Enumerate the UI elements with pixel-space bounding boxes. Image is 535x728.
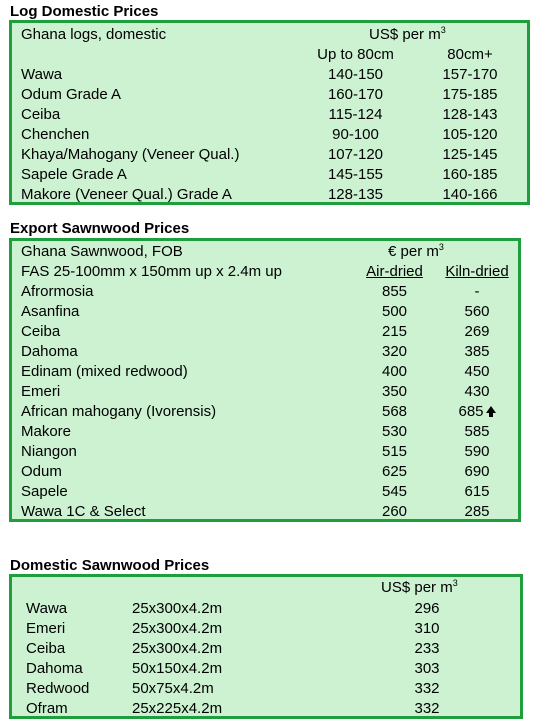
- export-row-price-air-dried: 350: [381, 383, 408, 400]
- log-row-price-up-to-80cm: 145-155: [327, 166, 384, 183]
- export-row-price-kiln-dried: 560: [464, 303, 490, 320]
- log-row-species: Odum Grade A: [21, 86, 122, 103]
- export-row-price-kiln-dried: 269: [464, 323, 490, 340]
- domestic-row-species: Ofram: [26, 700, 68, 717]
- export-row-price-kiln-dried: [437, 402, 517, 422]
- domestic-row-size: 25x300x4.2m: [132, 600, 223, 617]
- log-row-species: Khaya/Mahogany (Veneer Qual.): [21, 146, 240, 163]
- domestic-row-species: Ceiba: [26, 640, 66, 657]
- export-row-price-kiln-dried: 285: [464, 503, 490, 520]
- log-row-price-up-to-80cm: 90-100: [332, 126, 379, 143]
- export-row-species: Edinam (mixed redwood): [21, 363, 188, 380]
- domestic-row-price: 303: [414, 660, 440, 677]
- export-unit: € per $m^3$: [388, 242, 444, 260]
- export-row-price-air-dried: 515: [381, 443, 408, 460]
- log-row-price-80cm-plus: 175-185: [442, 86, 498, 103]
- export-col-air-dried: Air-dried: [366, 263, 423, 280]
- export-row-species: Afrormosia: [21, 283, 94, 300]
- export-spec: FAS 25-100mm x 150mm up x 2.4m up: [21, 263, 282, 280]
- export-row-price-air-dried: 855: [381, 283, 408, 300]
- domestic-row-price: 233: [414, 640, 440, 657]
- log-unit: US$ per $m^3$: [369, 25, 446, 43]
- export-row-price-kiln-dried: 450: [464, 363, 490, 380]
- domestic-row-price: 310: [414, 620, 440, 637]
- up-arrow-icon: [486, 406, 496, 413]
- log-row-species: Chenchen: [21, 126, 90, 143]
- export-row-price-air-dried: 545: [381, 483, 408, 500]
- export-prices-table: [9, 238, 521, 522]
- domestic-row-species: Redwood: [26, 680, 90, 697]
- export-subtitle: Ghana Sawnwood, FOB: [21, 243, 183, 260]
- export-row-price-kiln-dried-value: 685: [458, 403, 484, 420]
- export-row-price-kiln-dried: 585: [464, 423, 490, 440]
- export-row-species: Odum: [21, 463, 62, 480]
- export-row-species: Niangon: [21, 443, 77, 460]
- export-row-species: Ceiba: [21, 323, 61, 340]
- domestic-row-size: 25x225x4.2m: [132, 700, 223, 717]
- log-row-price-up-to-80cm: 128-135: [327, 186, 384, 203]
- domestic-prices-table: [9, 574, 523, 719]
- export-row-price-air-dried: 400: [381, 363, 408, 380]
- export-row-price-air-dried: 530: [381, 423, 408, 440]
- export-row-price-air-dried: 500: [381, 303, 408, 320]
- domestic-section-title: Domestic Sawnwood Prices: [10, 557, 210, 574]
- domestic-row-species: Emeri: [26, 620, 66, 637]
- log-row-price-80cm-plus: 157-170: [442, 66, 498, 83]
- export-row-price-air-dried: 625: [381, 463, 408, 480]
- export-col-kiln-dried: Kiln-dried: [445, 263, 509, 280]
- log-section-title: Log Domestic Prices: [10, 3, 159, 20]
- export-section-title: Export Sawnwood Prices: [10, 220, 190, 237]
- domestic-row-species: Wawa: [26, 600, 68, 617]
- export-row-price-kiln-dried: 615: [464, 483, 490, 500]
- export-row-species: Emeri: [21, 383, 61, 400]
- log-row-price-up-to-80cm: 115-124: [328, 106, 383, 123]
- export-row-price-air-dried: 260: [381, 503, 408, 520]
- export-row-price-air-dried: 320: [381, 343, 408, 360]
- export-row-price-kiln-dried: 430: [464, 383, 490, 400]
- export-row-species: Asanfina: [21, 303, 80, 320]
- domestic-row-size: 25x300x4.2m: [132, 620, 223, 637]
- log-row-species: Wawa: [21, 66, 63, 83]
- log-prices-table: [9, 20, 530, 205]
- export-row-species: African mahogany (Ivorensis): [21, 403, 217, 420]
- log-row-price-up-to-80cm: 160-170: [327, 86, 384, 103]
- domestic-row-price: 332: [414, 680, 440, 697]
- export-row-species: Dahoma: [21, 343, 78, 360]
- log-row-price-up-to-80cm: 107-120: [327, 146, 384, 163]
- log-subtitle: Ghana logs, domestic: [21, 26, 167, 43]
- export-row-species: Makore: [21, 423, 72, 440]
- domestic-row-price: 332: [414, 700, 440, 717]
- log-col-80cm-plus: 80cm+: [447, 46, 493, 63]
- log-row-price-80cm-plus: 128-143: [442, 106, 498, 123]
- export-row-species: Sapele: [21, 483, 68, 500]
- log-row-price-80cm-plus: 160-185: [442, 166, 498, 183]
- export-row-price-air-dried: 215: [381, 323, 408, 340]
- export-row-price-kiln-dried: 385: [464, 343, 490, 360]
- domestic-unit: US$ per $m^3$: [381, 578, 458, 596]
- domestic-row-price: 296: [414, 600, 440, 617]
- log-row-species: Makore (Veneer Qual.) Grade A: [21, 186, 232, 203]
- export-row-price-air-dried: 568: [381, 403, 408, 420]
- log-row-species: Ceiba: [21, 106, 61, 123]
- export-row-price-kiln-dried: -: [474, 283, 480, 300]
- log-row-price-up-to-80cm: 140-150: [327, 66, 384, 83]
- export-row-price-kiln-dried: 690: [464, 463, 490, 480]
- log-row-price-80cm-plus: 105-120: [442, 126, 498, 143]
- export-row-price-kiln-dried: 590: [464, 443, 490, 460]
- domestic-row-species: Dahoma: [26, 660, 83, 677]
- domestic-row-size: 50x150x4.2m: [132, 660, 223, 677]
- log-row-price-80cm-plus: 140-166: [442, 186, 498, 203]
- log-col-up-to-80cm: Up to 80cm: [317, 46, 394, 63]
- domestic-row-size: 50x75x4.2m: [132, 680, 214, 697]
- log-row-price-80cm-plus: 125-145: [442, 146, 498, 163]
- log-row-species: Sapele Grade A: [21, 166, 127, 183]
- domestic-row-size: 25x300x4.2m: [132, 640, 223, 657]
- export-row-species: Wawa 1C & Select: [21, 503, 146, 520]
